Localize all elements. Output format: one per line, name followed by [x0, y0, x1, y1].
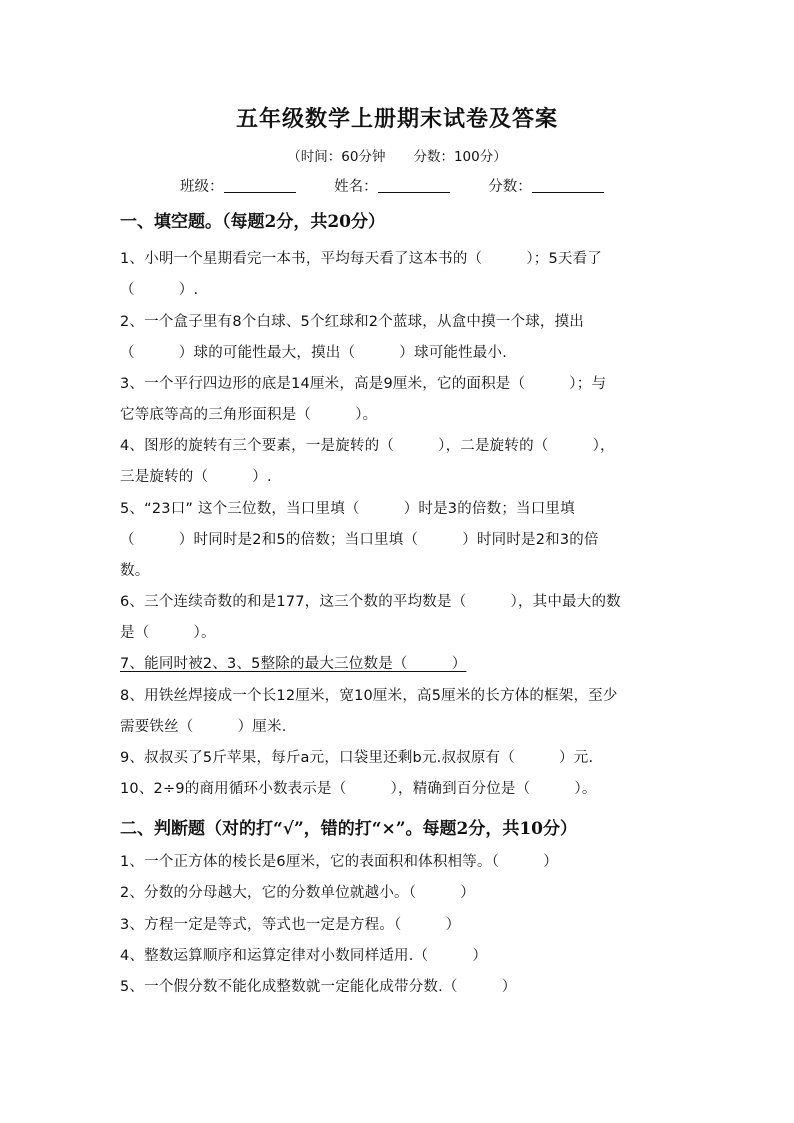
- q6-line2: 是（ ）。: [120, 625, 216, 641]
- name-blank: [378, 178, 450, 193]
- exam-title: 五年级数学上册期末试卷及答案: [235, 106, 558, 132]
- q7-line1: 7、能同时被2、3、5整除的最大三位数是（ ）: [120, 656, 467, 672]
- q3-line2: 它等底等高的三角形面积是（ ）。: [120, 407, 378, 423]
- q5-line1: 5、“23口” 这个三位数，当口里填（ ）时是3的倍数；当口里填: [120, 501, 575, 517]
- q6-line1: 6、三个连续奇数的和是177，这三个数的平均数是（ ），其中最大的数: [120, 594, 621, 610]
- q10-line1: 10、2÷9的商用循环小数表示是（ ），精确到百分位是（ ）。: [120, 781, 597, 797]
- q5-line3: 数。: [120, 563, 150, 579]
- q8-line1: 8、用铁丝焊接成一个长12厘米，宽10厘米，高5厘米的长方体的框架，至少: [120, 688, 618, 704]
- section2-heading: 二、判断题（对的打“√”，错的打“×”。每题2分，共10分）: [120, 819, 578, 839]
- judge-q4: 4、整数运算顺序和运算定律对小数同样适用.（ ）: [120, 948, 488, 964]
- q1-line1: 1、小明一个星期看完一本书，平均每天看了这本书的（ ）；5天看了: [120, 251, 602, 267]
- exam-subtitle: [0, 145, 794, 165]
- class-field: [180, 175, 296, 196]
- q4-line1: 4、图形的旋转有三个要素，一是旋转的（ ），二是旋转的（ ），: [120, 438, 615, 454]
- q2-line1: 2、一个盒子里有8个白球、5个红球和2个蓝球，从盒中摸一个球，摸出: [120, 314, 584, 330]
- judge-q3: 3、方程一定是等式，等式也一定是方程。（ ）: [120, 917, 461, 933]
- q8-line2: 需要铁丝（ ）厘米.: [120, 719, 287, 735]
- name-label: 姓名：: [334, 179, 378, 195]
- class-label: 班级：: [180, 179, 224, 195]
- score-label: 分数：: [488, 179, 532, 195]
- judge-q2: 2、分数的分母越大，它的分数单位就越小。（ ）: [120, 885, 475, 901]
- time-info: （时间：60分钟: [287, 149, 386, 165]
- q3-line1: 3、一个平行四边形的底是14厘米，高是9厘米，它的面积是（ ）；与: [120, 376, 607, 392]
- class-blank: [224, 178, 296, 193]
- q2-line2: （ ）球的可能性最大，摸出（ ）球可能性最小.: [120, 345, 508, 361]
- q1-line2: （ ）.: [120, 282, 199, 298]
- q9-line1: 9、叔叔买了5斤苹果，每斤a元，口袋里还剩b元.叔叔原有（ ）元.: [120, 750, 594, 766]
- name-field: [334, 175, 450, 196]
- judge-q5: 5、一个假分数不能化成整数就一定能化成带分数.（ ）: [120, 979, 517, 995]
- score-info: 分数：100分）: [413, 149, 507, 165]
- score-blank: [532, 178, 604, 193]
- section1-heading: 一、填空题。（每题2分，共20分）: [120, 212, 385, 232]
- student-info-row: [180, 175, 604, 196]
- judge-q1: 1、一个正方体的棱长是6厘米，它的表面积和体积相等。（ ）: [120, 854, 558, 870]
- q5-line2: （ ）时同时是2和5的倍数；当口里填（ ）时同时是2和3的倍: [120, 532, 599, 548]
- q4-line2: 三是旋转的（ ）.: [120, 469, 272, 485]
- score-field: [488, 175, 604, 196]
